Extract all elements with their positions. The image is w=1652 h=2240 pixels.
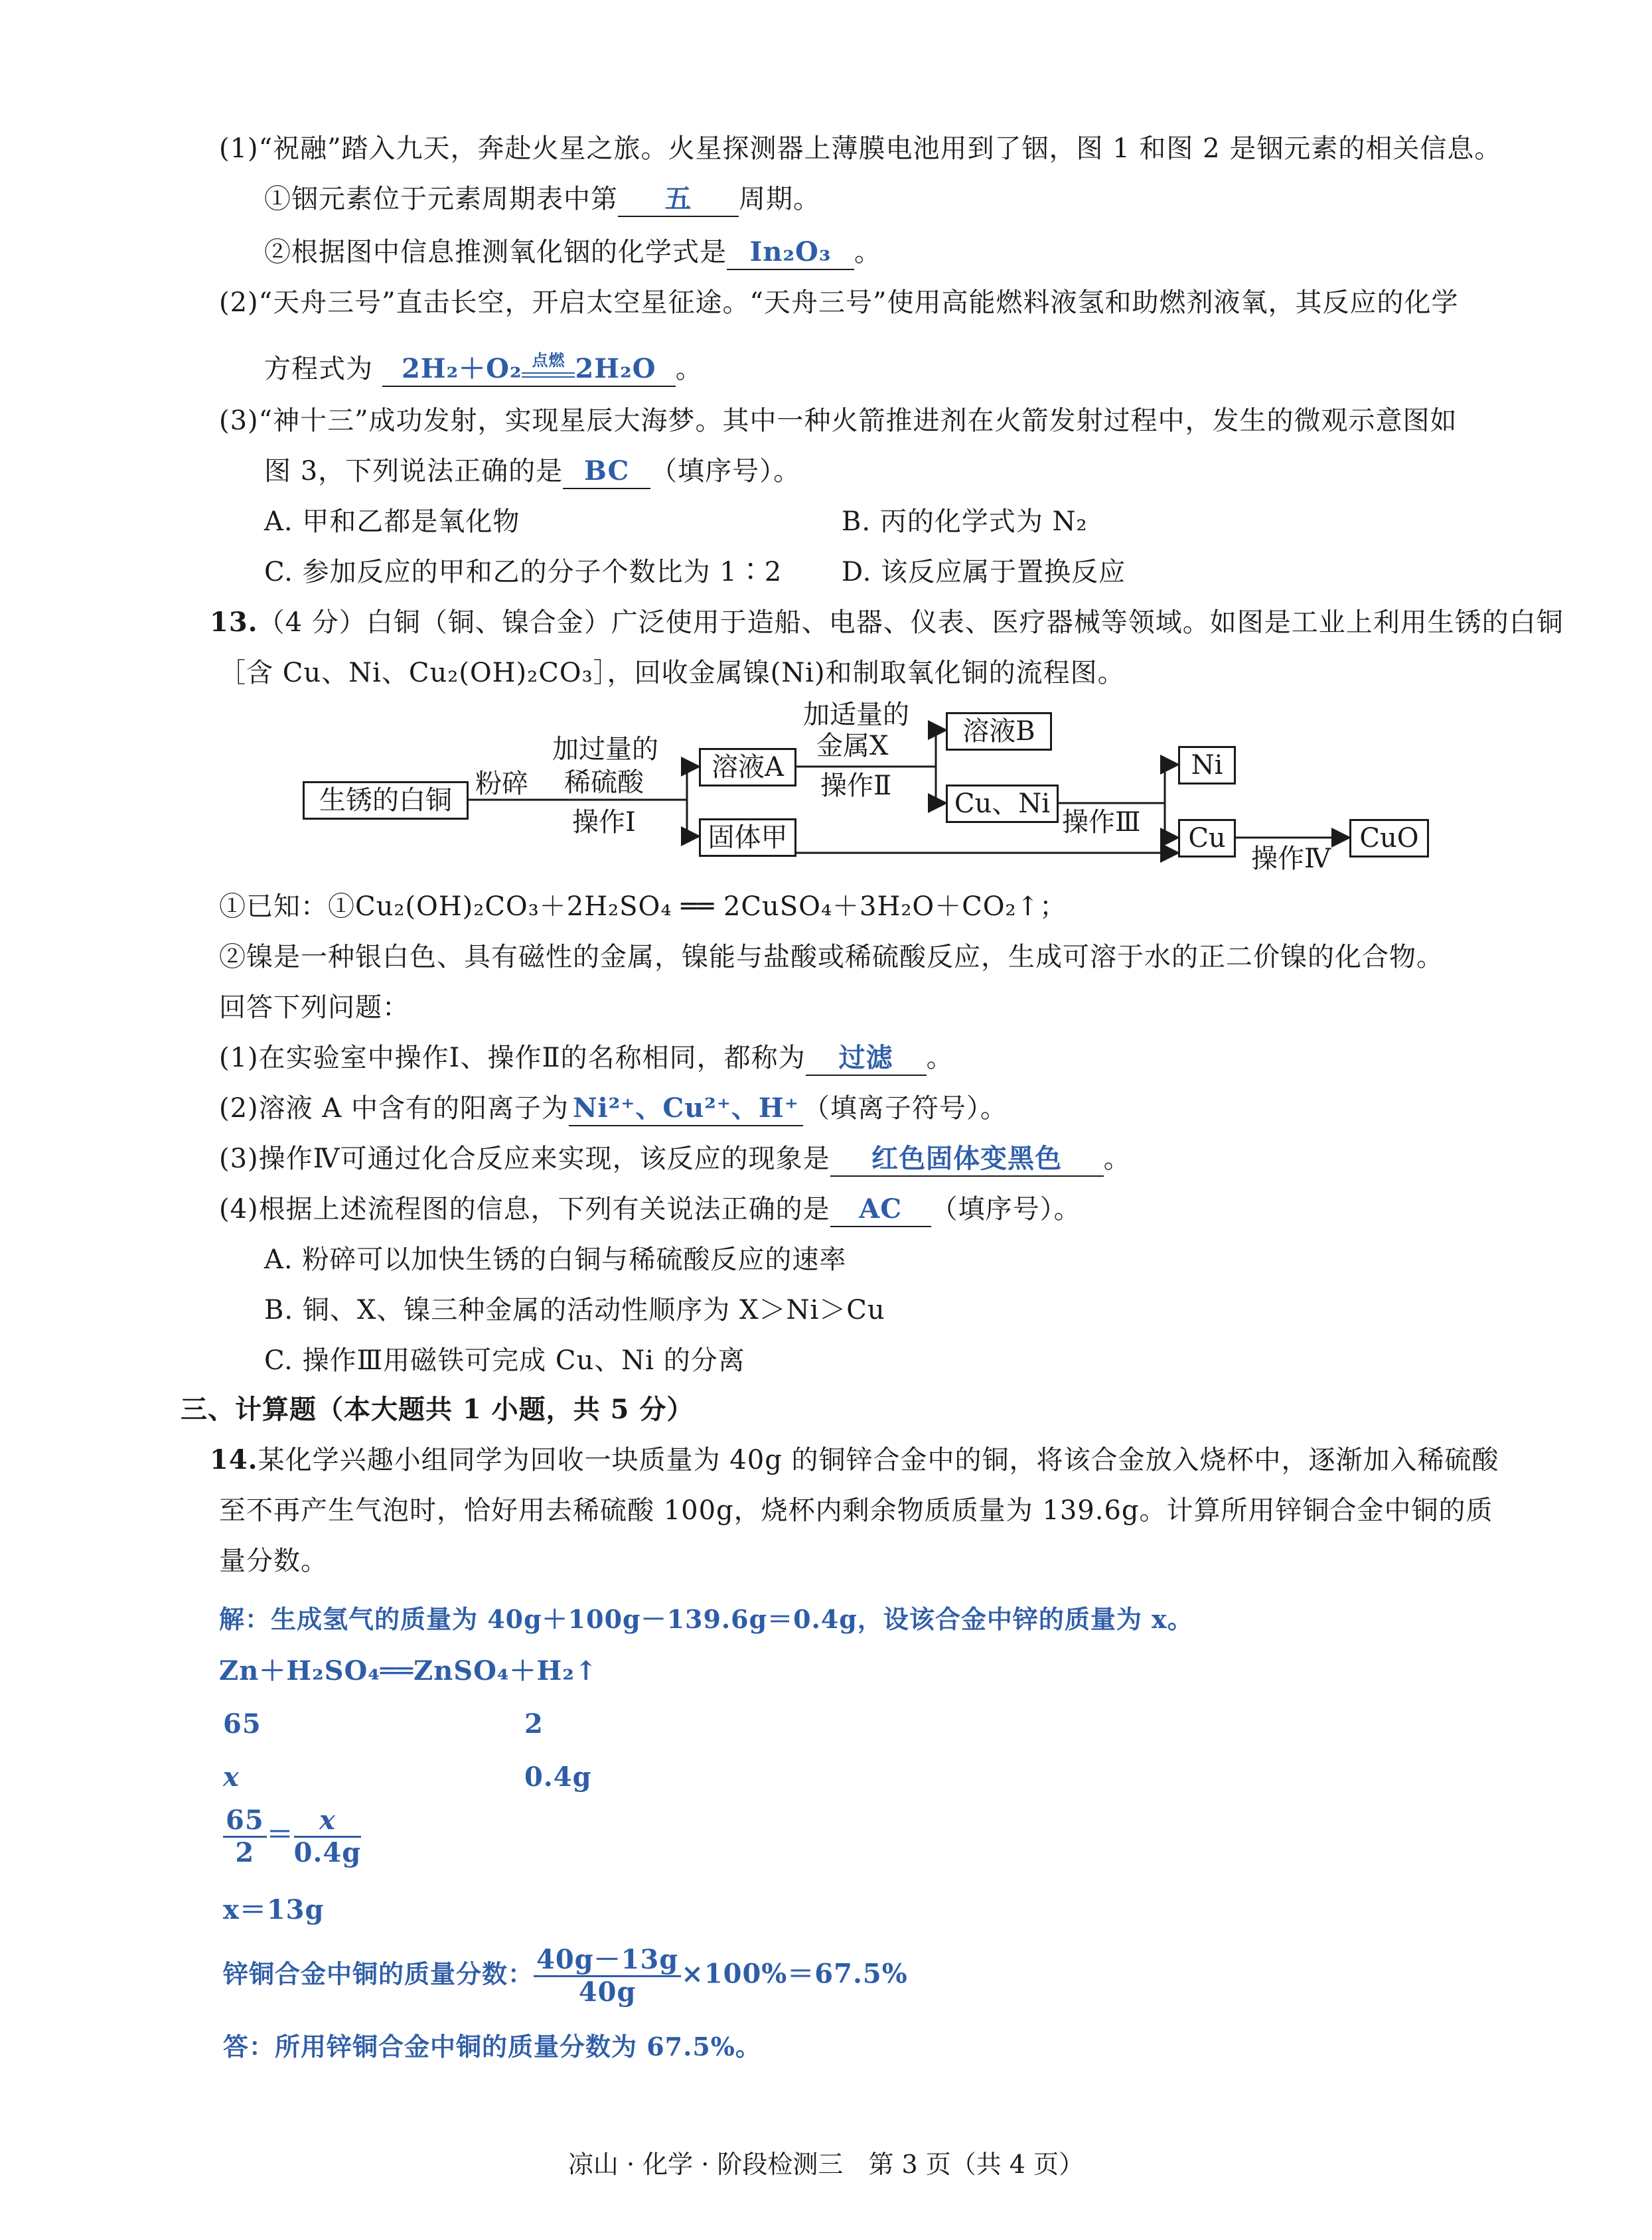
q13-sub2-post: （填离子符号）。 — [802, 1093, 1008, 1124]
q13-sub4-option-c: C. 操作Ⅲ用磁铁可完成 Cu、Ni 的分离 — [264, 1345, 745, 1376]
q13-sub4-pre: (4)根据上述流程图的信息，下列有关说法正确的是 — [219, 1194, 830, 1225]
q13-sub1-post: 。 — [926, 1043, 954, 1073]
q13-sub2-answer: Ni²⁺、Cu²⁺、H⁺ — [569, 1092, 803, 1126]
q14-stem-line1: 某化学兴趣小组同学为回收一块质量为 40g 的铜锌合金中的铜，将该合金放入烧杯中，逐渐加入稀硫酸 — [258, 1445, 1499, 1475]
q12-part3-pre: 图 3，下列说法正确的是 — [264, 456, 563, 486]
q12-part3-line1: (3)“神十三”成功发射，实现星辰大海梦。其中一种火箭推进剂在火箭发射过程中，发生的微观示意图如 — [219, 406, 1458, 436]
q13-line1 — [210, 604, 1564, 641]
q13-number: 13. — [210, 607, 258, 638]
flow-op4-label: 操作Ⅳ — [1251, 844, 1331, 874]
q14-var-x: x — [223, 1761, 240, 1793]
q13-sub4-option-b: B. 铜、X、镍三种金属的活动性顺序为 X＞Ni＞Cu — [264, 1295, 885, 1325]
q12-part1a-post: 周期。 — [739, 184, 820, 214]
q12-part3-post: （填序号）。 — [650, 456, 801, 486]
flow-crush-label: 粉碎 — [475, 769, 528, 799]
q12-part3-answer: BC — [563, 455, 650, 489]
q13-known-1: ①已知：①Cu₂(OH)₂CO₃＋2H₂SO₄ ══ 2CuSO₄＋3H₂O＋CO₂↑； — [219, 891, 1067, 922]
flow-metal-label-2: 金属X — [816, 731, 889, 761]
q14-line1 — [210, 1442, 1499, 1479]
section-3-heading: 三、计算题（本大题共 1 小题，共 5 分） — [181, 1394, 694, 1425]
q14-ratio-right — [294, 1805, 362, 1868]
q14-ratio-right-den: 0.4g — [293, 1837, 362, 1868]
q14-x-result: x＝13g — [223, 1894, 325, 1925]
q12-part2-left: 2H₂＋O₂ — [401, 353, 522, 384]
q14-ratio-left-den: 2 — [235, 1837, 255, 1868]
q12-part2-post: 。 — [675, 354, 703, 384]
q12-part1-line: (1)“祝融”踏入九天，奔赴火星之旅。火星探测器上薄膜电池用到了铟，图 1 和图 2 是铟元素的相关信息。 — [219, 133, 1502, 164]
q12-part1b-post: 。 — [854, 237, 881, 267]
q13-sub3-post: 。 — [1103, 1144, 1131, 1174]
q14-ratio-left — [223, 1805, 267, 1868]
q12-option-d: D. 该反应属于置换反应 — [842, 557, 1126, 587]
q13-sub3 — [219, 1140, 1131, 1177]
q14-ratio-equals: ＝ — [266, 1819, 294, 1850]
q12-part2-condition: 点燃 — [532, 350, 565, 370]
q13-sub4 — [219, 1191, 1081, 1228]
flow-acid-label-1: 加过量的 — [552, 734, 658, 765]
flow-solution-a-box: 溶液A — [699, 748, 796, 786]
q13-sub4-answer: AC — [830, 1193, 931, 1227]
q13-sub1 — [219, 1039, 954, 1077]
flow-cuo-box: CuO — [1349, 819, 1429, 858]
q14-fraction-pre: 锌铜合金中铜的质量分数： — [223, 1959, 534, 1989]
q12-part1a-pre: ①铟元素位于元素周期表中第 — [264, 184, 618, 214]
q12-part2-pre: 方程式为 — [264, 354, 373, 384]
q12-part1b-pre: ②根据图中信息推测氧化铟的化学式是 — [264, 237, 727, 267]
q13-sub4-option-a: A. 粉碎可以加快生锈的白铜与稀硫酸反应的速率 — [264, 1244, 847, 1275]
q13-line2: ［含 Cu、Ni、Cu₂(OH)₂CO₃］，回收金属镍(Ni)和制取氧化铜的流程图。 — [219, 658, 1125, 688]
q14-fraction-den: 40g — [578, 1977, 637, 2008]
flow-solution-b-box: 溶液B — [946, 712, 1052, 751]
flow-op2-label: 操作Ⅱ — [820, 771, 892, 801]
q12-part1b-answer: In₂O₃ — [727, 236, 854, 270]
q12-part3-line2 — [264, 453, 800, 490]
q13-sub3-pre: (3)操作Ⅳ可通过化合反应来实现，该反应的现象是 — [219, 1144, 830, 1174]
q12-part1a — [264, 181, 820, 218]
q13-known-2: ②镍是一种银白色、具有磁性的金属，镍能与盐酸或稀硫酸反应，生成可溶于水的正二价镍的化合物。 — [219, 942, 1444, 972]
q13-sub2-pre: (2)溶液 A 中含有的阳离子为 — [219, 1093, 569, 1124]
q13-sub1-pre: (1)在实验室中操作Ⅰ、操作Ⅱ的名称相同，都称为 — [219, 1043, 806, 1073]
q14-fraction — [534, 1945, 681, 2008]
q14-line3: 量分数。 — [219, 1546, 328, 1576]
q14-fraction-line — [223, 1945, 908, 2008]
q14-fraction-post: ×100%＝67.5% — [681, 1958, 908, 1990]
q13-sub1-answer: 过滤 — [806, 1041, 927, 1076]
q13-stem-line1: （4 分）白铜（铜、镍合金）广泛使用于造船、电器、仪表、医疗器械等领域。如图是工业上利用生锈的白铜 — [258, 607, 1564, 638]
q13-sub3-answer: 红色固体变黑色 — [830, 1142, 1104, 1177]
flow-start-box: 生锈的白铜 — [303, 781, 469, 820]
page-footer: 凉山 · 化学 · 阶段检测三 第 3 页（共 4 页） — [567, 2150, 1085, 2179]
q12-part1a-answer: 五 — [618, 183, 739, 217]
q14-line2: 至不再产生气泡时，恰好用去稀硫酸 100g，烧杯内剩余物质质量为 139.6g。计算所用锌铜合金中铜的质 — [219, 1495, 1493, 1526]
q12-part2-line1: (2)“天舟三号”直击长空，开启太空星征途。“天舟三号”使用高能燃料液氢和助燃剂液氧，其反应的化学 — [219, 287, 1459, 318]
flow-ni-box: Ni — [1178, 746, 1236, 784]
flow-solid-jia-box: 固体甲 — [699, 818, 796, 857]
q12-part2-right: 2H₂O — [575, 353, 656, 384]
q12-part2-reaction-sign — [522, 350, 575, 378]
q14-mass-zn: 65 — [223, 1708, 262, 1740]
flow-metal-label-1: 加适量的 — [803, 700, 909, 730]
flow-op1-label: 操作Ⅰ — [572, 807, 636, 838]
q12-option-c: C. 参加反应的甲和乙的分子个数比为 1∶2 — [264, 557, 783, 587]
q12-option-b: B. 丙的化学式为 N₂ — [842, 506, 1088, 537]
q13-sub4-post: （填序号）。 — [931, 1194, 1081, 1225]
flow-acid-label-2: 稀硫酸 — [564, 767, 644, 798]
q12-part2-answer — [382, 352, 676, 387]
q14-mass-h2: 2 — [524, 1708, 544, 1740]
flow-op3-label: 操作Ⅲ — [1062, 807, 1141, 838]
q14-fraction-num: 40g－13g — [534, 1945, 681, 1977]
q14-solution-line1: 解：生成氢气的质量为 40g＋100g－139.6g＝0.4g，设该合金中锌的质量为 x。 — [219, 1604, 1193, 1634]
flow-cu-ni-box: Cu、Ni — [946, 784, 1059, 823]
q14-answer: 答：所用锌铜合金中铜的质量分数为 67.5%。 — [223, 2032, 761, 2061]
q13-sub2 — [219, 1090, 1008, 1127]
q14-ratio-right-num: x — [294, 1805, 362, 1838]
q12-option-a: A. 甲和乙都是氧化物 — [264, 506, 520, 537]
q14-var-h2: 0.4g — [524, 1761, 592, 1793]
q14-number: 14. — [210, 1444, 258, 1475]
q13-answer-prompt: 回答下列问题： — [219, 992, 410, 1023]
q14-ratio — [223, 1805, 361, 1868]
q14-equation: Zn＋H₂SO₄══ZnSO₄＋H₂↑ — [219, 1655, 598, 1686]
q14-ratio-left-num: 65 — [223, 1805, 267, 1838]
q12-part2-line2 — [264, 350, 703, 388]
flow-cu-box: Cu — [1178, 819, 1236, 858]
q12-part1b — [264, 234, 881, 271]
